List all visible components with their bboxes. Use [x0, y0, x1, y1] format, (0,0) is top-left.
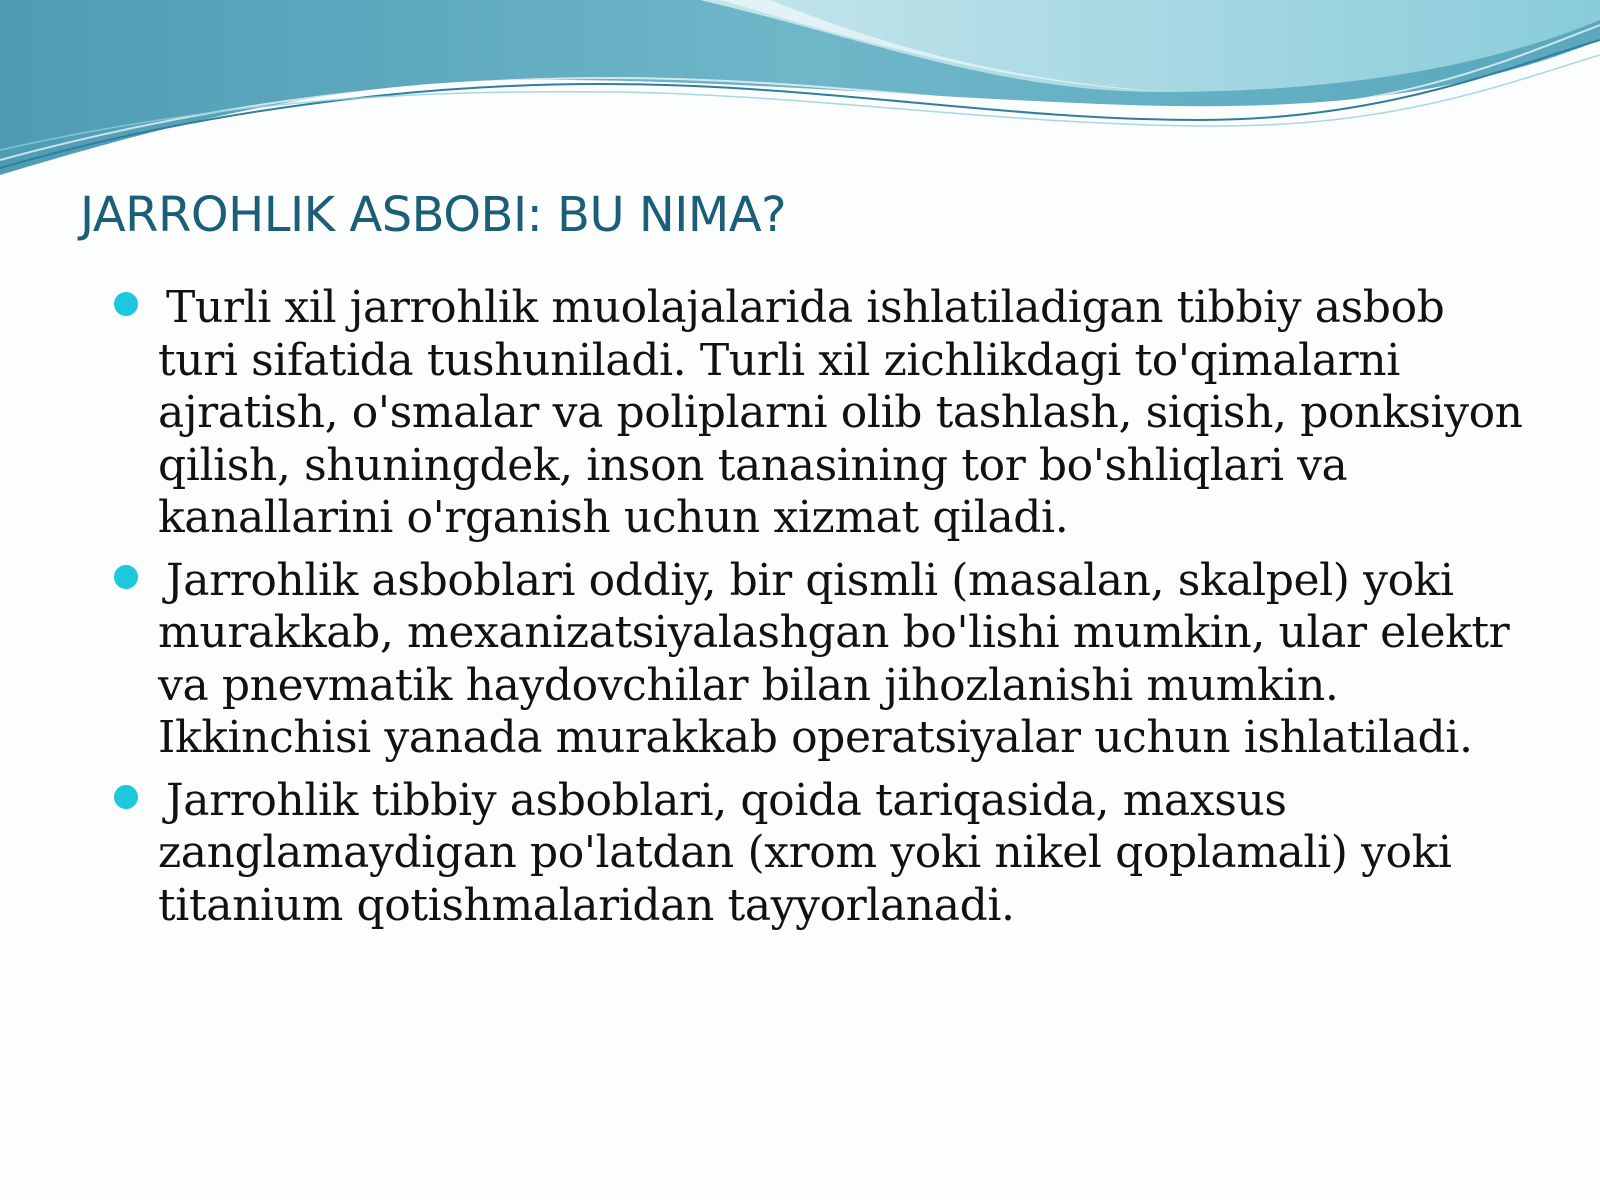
bullet-text: Jarrohlik tibbiy asboblari, qoida tariqasida, maxsus zanglamaydigan po'latdan (xrom yoki nikel qoplamali) yoki titanium qotishmalaridan tayyorlanadi. — [158, 774, 1452, 931]
bullet-text: Jarrohlik asboblari oddiy, bir qismli (masalan, skalpel) yoki murakkab, mexanizatsiyalashgan bo'lishi mumkin, ular elektr va pnevmatik haydovchilar bilan jihozlanishi mumkin. Ikkinchisi yanada murakkab operatsiyalar uchun ishlatiladi. — [158, 554, 1510, 763]
bullet-item-3 — [112, 775, 1532, 933]
bullet-dot-icon — [114, 785, 138, 809]
bullet-item-1 — [112, 282, 1532, 545]
header-wave-decoration — [0, 0, 1600, 200]
bullet-dot-icon — [114, 292, 138, 316]
bullet-text: Turli xil jarrohlik muolajalarida ishlatiladigan tibbiy asbob turi sifatida tushuniladi. Turli xil zichlikdagi to'qimalarni ajratish, o'smalar va poliplarni olib tashlash, siqish, ponksiyon qilish, shuningdek, inson tanasining tor bo'shliqlari va kanallarini o'rganish uchun xizmat qiladi. — [158, 282, 1523, 543]
bullet-list — [112, 282, 1532, 942]
slide-title: JARROHLIK ASBOBI: BU NIMA? — [80, 187, 787, 243]
bullet-item-2 — [112, 555, 1532, 765]
bullet-dot-icon — [114, 565, 138, 589]
